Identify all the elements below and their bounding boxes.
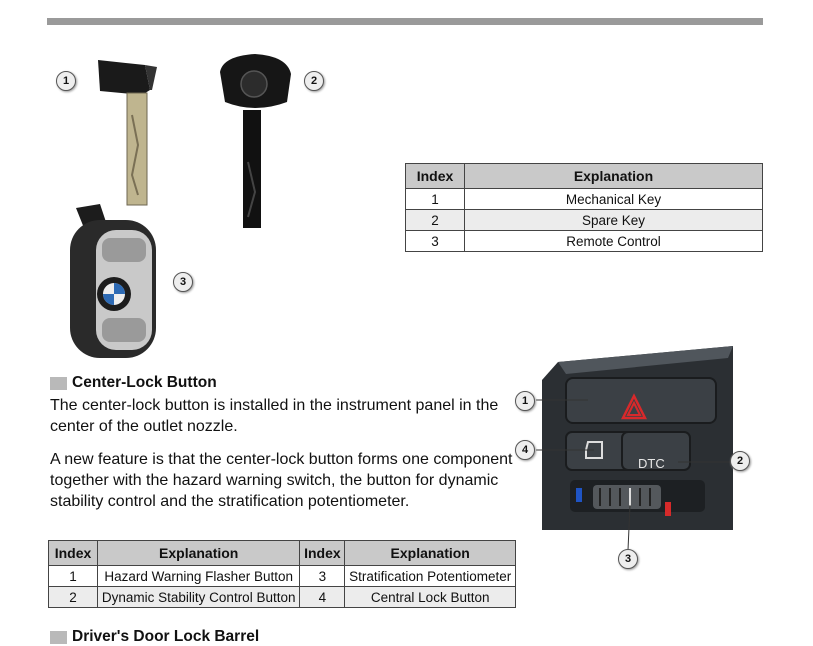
index-cell: 1 <box>406 189 465 210</box>
table-row <box>49 566 516 587</box>
spare-key-image <box>215 52 295 232</box>
table-header-row <box>406 164 763 189</box>
column-header-index: Index <box>49 541 98 566</box>
index-cell: 1 <box>49 566 98 587</box>
paragraph-2: A new feature is that the center-lock button forms one component together with the hazard warning switch, the button for dynamic stability control and the stratification potentiometer. <box>50 451 513 510</box>
panel-callout-3: 3 <box>618 549 638 569</box>
explanation-cell: Spare Key <box>465 210 763 231</box>
key-callout-2: 2 <box>304 71 324 91</box>
table-row <box>49 587 516 608</box>
key-callout-1: 1 <box>56 71 76 91</box>
center-lock-panel-image <box>538 340 733 550</box>
dtc-label: DTC <box>638 456 665 471</box>
remote-control-image <box>66 200 166 360</box>
paragraph-1: The center-lock button is installed in the instrument panel in the center of the outlet nozzle. <box>50 397 499 435</box>
key-callout-3: 3 <box>173 272 193 292</box>
index-cell: 3 <box>406 231 465 252</box>
index-cell: 4 <box>300 587 345 608</box>
button-table <box>48 540 516 608</box>
table-row <box>406 189 763 210</box>
index-cell: 3 <box>300 566 345 587</box>
explanation-cell: Stratification Potentiometer <box>345 566 516 587</box>
index-cell: 2 <box>49 587 98 608</box>
table-row <box>406 231 763 252</box>
table-row <box>406 210 763 231</box>
explanation-cell: Remote Control <box>465 231 763 252</box>
explanation-cell: Hazard Warning Flasher Button <box>98 566 300 587</box>
explanation-cell: Mechanical Key <box>465 189 763 210</box>
column-header-index: Index <box>406 164 465 189</box>
explanation-cell: Central Lock Button <box>345 587 516 608</box>
column-header-explanation: Explanation <box>345 541 516 566</box>
explanation-cell: Dynamic Stability Control Button <box>98 587 300 608</box>
next-section-heading <box>50 628 259 646</box>
section-marker <box>50 631 67 644</box>
top-rule <box>47 18 763 25</box>
next-section-title: Driver's Door Lock Barrel <box>72 628 260 645</box>
key-table <box>405 163 763 252</box>
section-title: Center-Lock Button <box>72 374 217 391</box>
index-cell: 2 <box>406 210 465 231</box>
panel-callout-2: 2 <box>730 451 750 471</box>
section-marker <box>50 377 67 390</box>
table-header-row <box>49 541 516 566</box>
panel-callout-1: 1 <box>515 391 535 411</box>
column-header-explanation: Explanation <box>98 541 300 566</box>
column-header-index: Index <box>300 541 345 566</box>
column-header-explanation: Explanation <box>465 164 763 189</box>
section-heading <box>50 374 217 392</box>
panel-callout-4: 4 <box>515 440 535 460</box>
mechanical-key-image <box>90 55 170 210</box>
